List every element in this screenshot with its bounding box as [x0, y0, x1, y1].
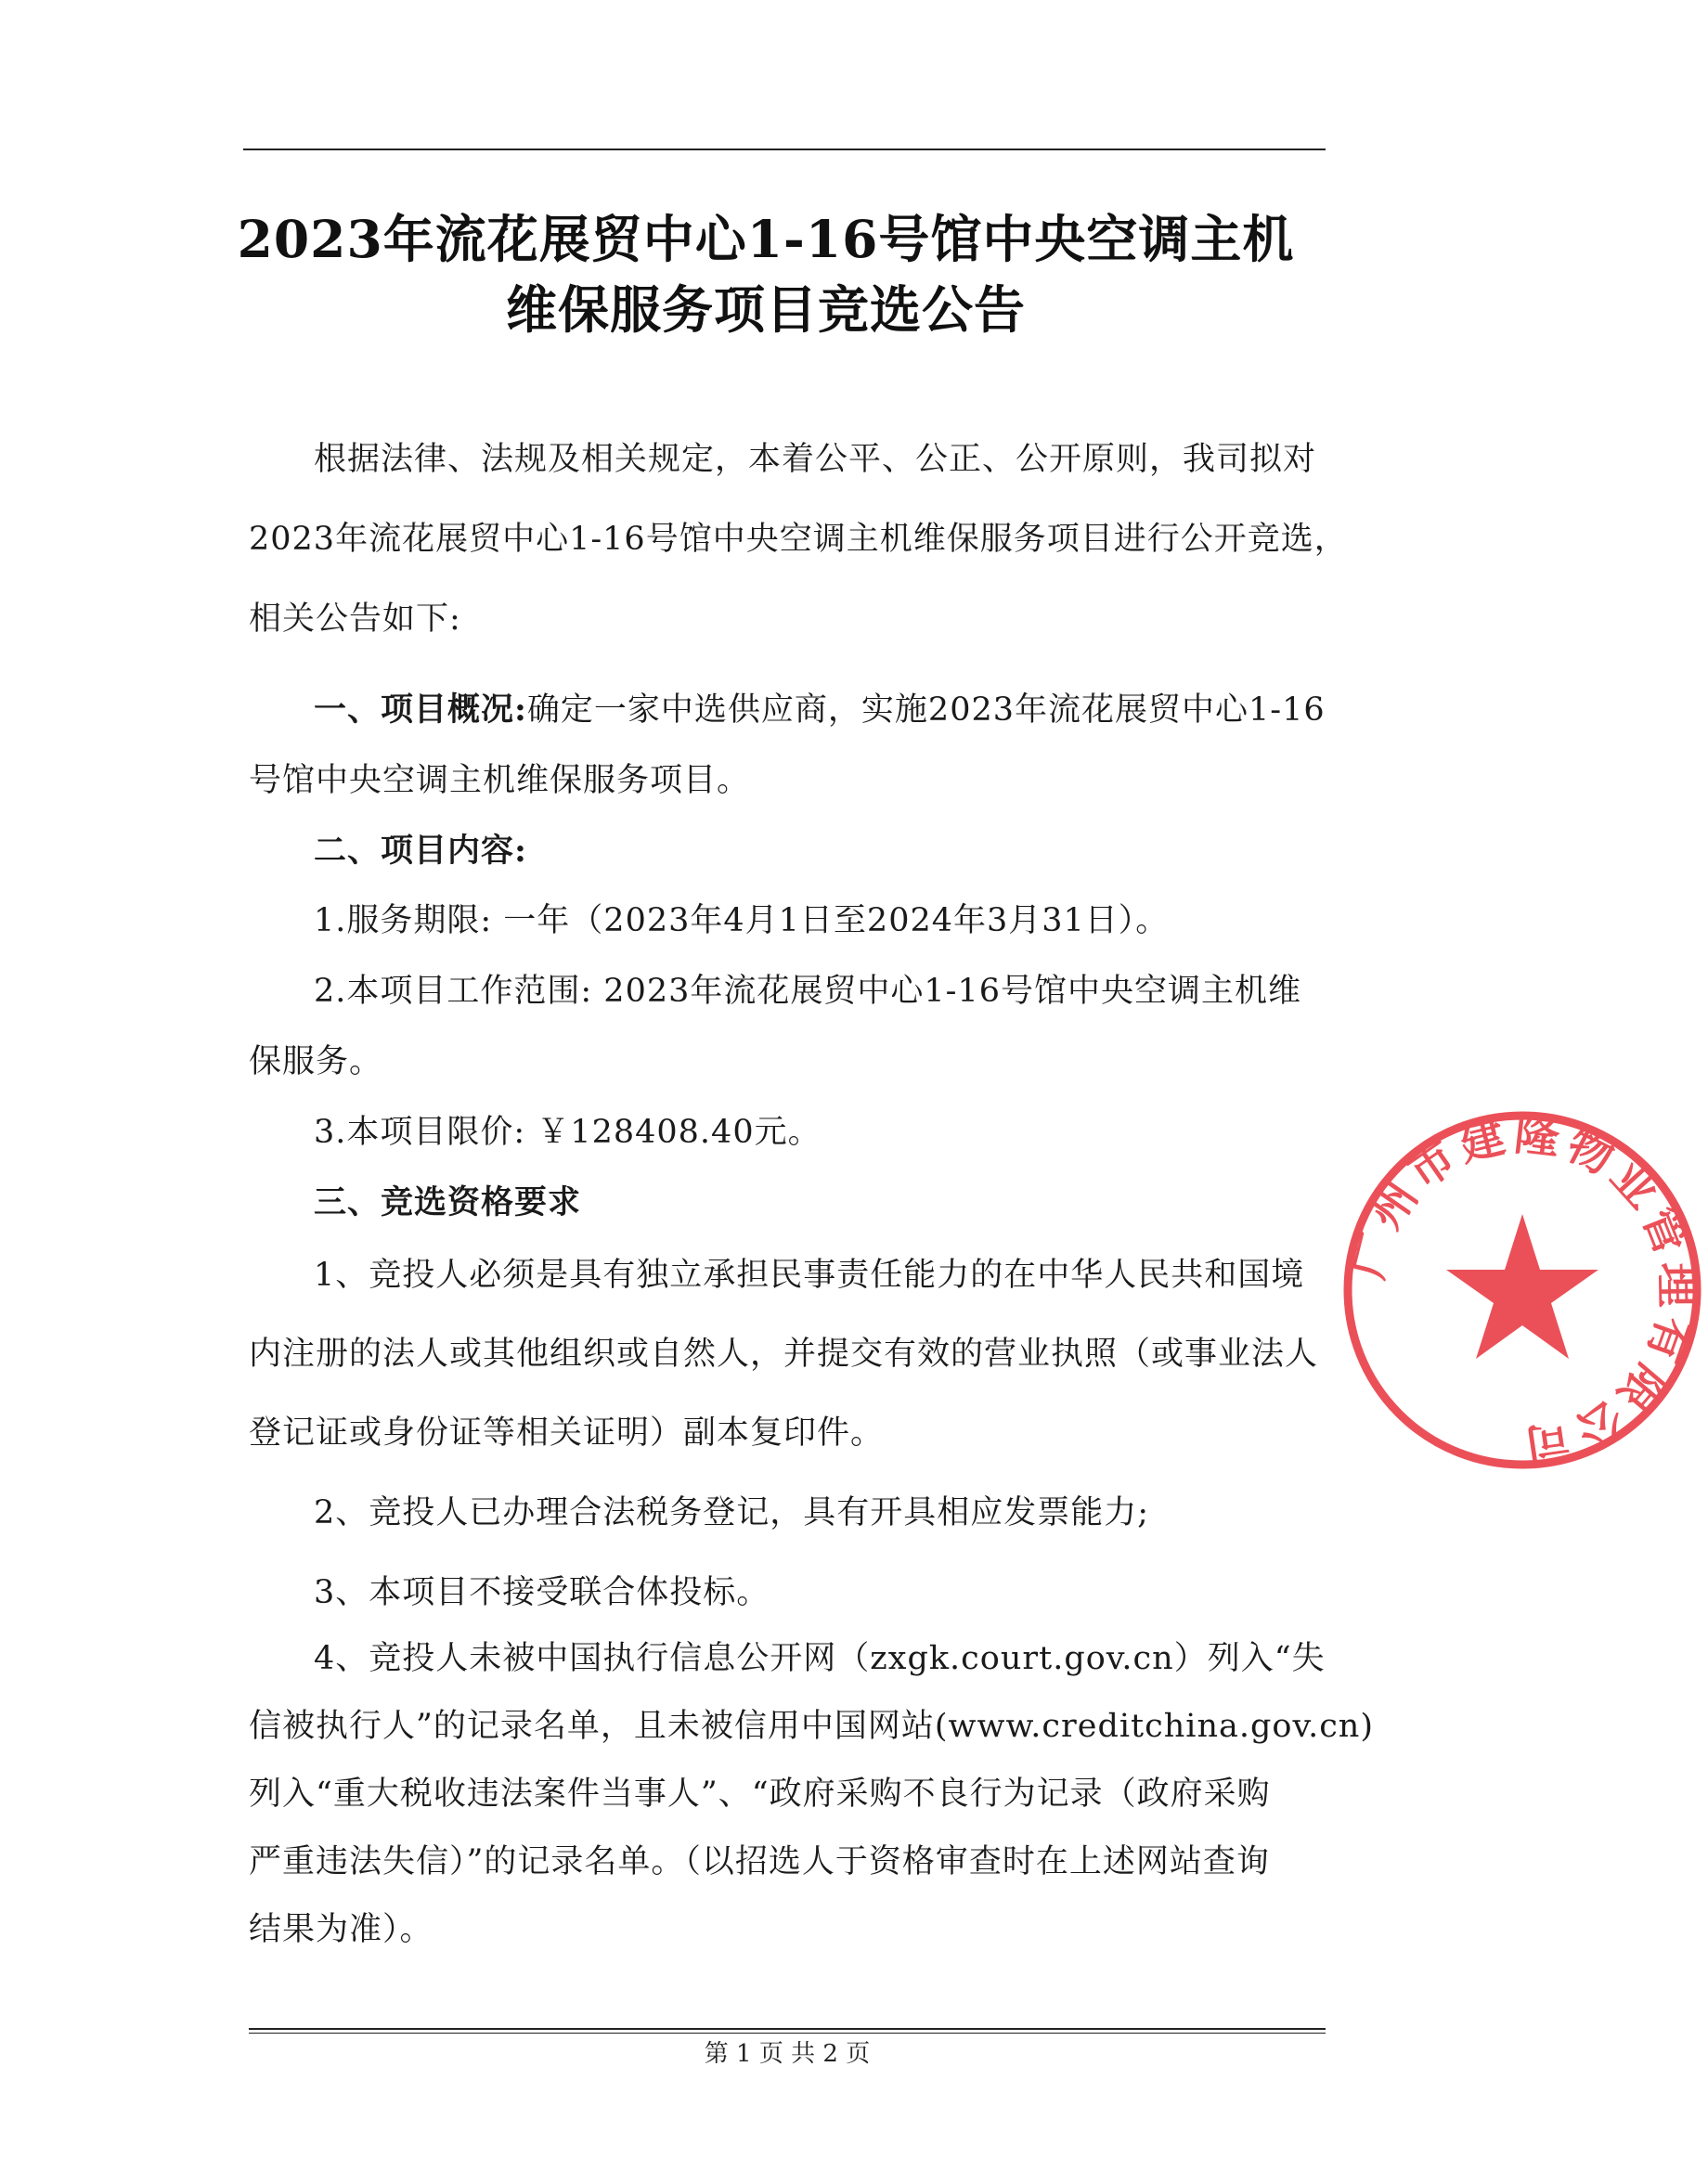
company-seal-icon [1337, 1104, 1708, 1476]
section2-heading: 二、项目内容: [314, 832, 527, 870]
section2-item-3: 3.本项目限价: ￥128408.40元。 [314, 1114, 822, 1151]
intro-line-2: 2023年流花展贸中心1-16号馆中央空调主机维保服务项目进行公开竞选， [249, 521, 1348, 558]
section2-item-1: 1.服务期限: 一年（2023年4月1日至2024年3月31日）。 [314, 902, 1170, 939]
section1-line-1 [314, 690, 1344, 730]
requirement-2: 2、竞投人已办理合法税务登记，具有开具相应发票能力; [314, 1494, 1150, 1531]
requirement-1-line-1: 1、竞投人必须是具有独立承担民事责任能力的在中华人民共和国境 [314, 1257, 1305, 1294]
requirement-4-line-4: 严重违法失信）”的记录名单。（以招选人于资格审查时在上述网站查询 [249, 1843, 1270, 1880]
page-footer: 第 1 页 共 2 页 [704, 2040, 871, 2068]
section2-item-2-line-2: 保服务。 [249, 1043, 383, 1080]
document-title-line1: 2023年流花展贸中心1-16号馆中央空调主机 [237, 209, 1295, 269]
requirement-1-line-3: 登记证或身份证等相关证明）副本复印件。 [249, 1414, 885, 1452]
requirement-4-line-2: 信被执行人”的记录名单，且未被信用中国网站(www.creditchina.gov.cn) [249, 1708, 1374, 1745]
section2-item-2-line-1: 2.本项目工作范围: 2023年流花展贸中心1-16号馆中央空调主机维 [314, 973, 1302, 1010]
requirement-4-line-3: 列入“重大税收违法案件当事人”、“政府采购不良行为记录（政府采购 [249, 1776, 1271, 1813]
footer-rule-2 [249, 2033, 1326, 2034]
requirement-4-line-5: 结果为准）。 [249, 1911, 433, 1948]
section1-text: 确定一家中选供应商，实施2023年流花展贸中心1-16 [526, 691, 1326, 729]
section3-heading: 三、竞选资格要求 [314, 1183, 582, 1221]
intro-line-3: 相关公告如下: [249, 601, 461, 638]
section1-line-2: 号馆中央空调主机维保服务项目。 [249, 762, 751, 799]
intro-line-1: 根据法律、法规及相关规定，本着公平、公正、公开原则，我司拟对 [314, 441, 1317, 478]
svg-text:广州市建隆物业管理有限公司: 广州市建隆物业管理有限公司 [1341, 1108, 1703, 1472]
requirement-1-line-2: 内注册的法人或其他组织或自然人，并提交有效的营业执照（或事业法人 [249, 1336, 1319, 1373]
requirement-4-line-1: 4、竞投人未被中国执行信息公开网（zxgk.court.gov.cn）列入“失 [314, 1640, 1326, 1677]
footer-rule-1 [249, 2028, 1326, 2030]
document-title-line2: 维保服务项目竞选公告 [505, 279, 1026, 340]
top-rule [243, 149, 1326, 150]
requirement-3: 3、本项目不接受联合体投标。 [314, 1574, 770, 1611]
section1-heading: 一、项目概况: [314, 691, 527, 729]
